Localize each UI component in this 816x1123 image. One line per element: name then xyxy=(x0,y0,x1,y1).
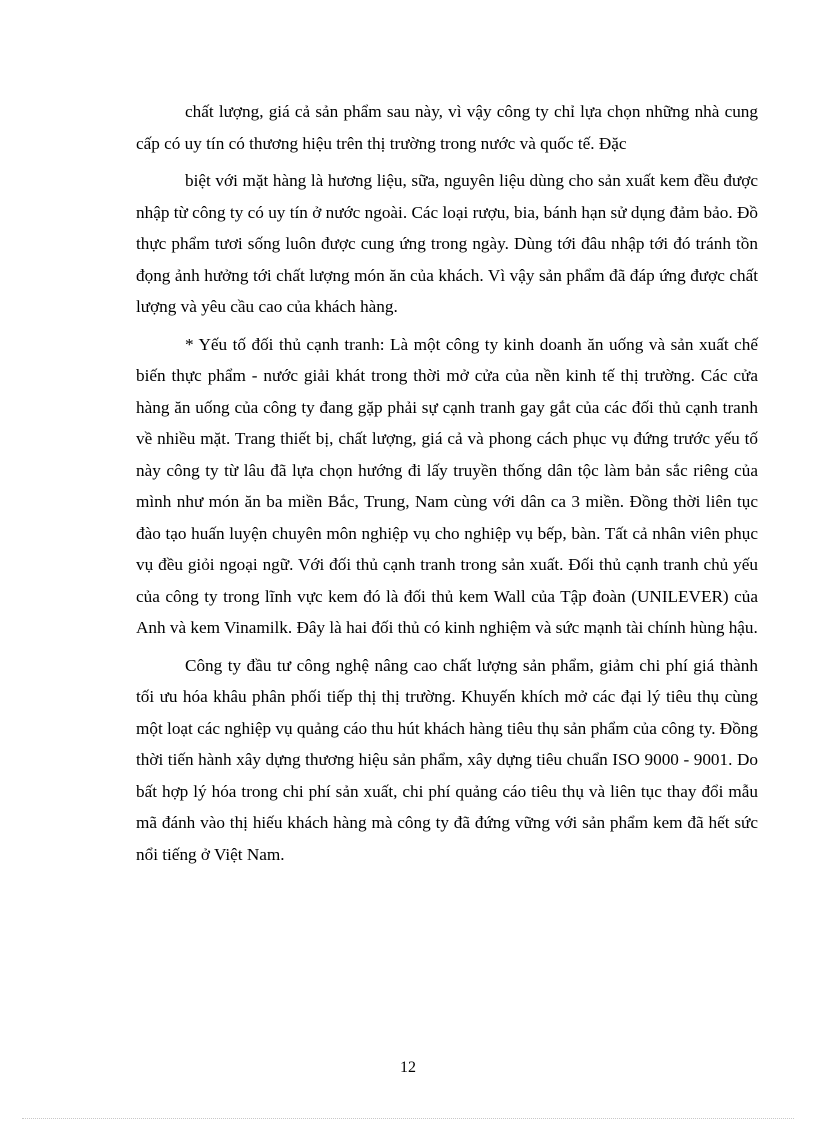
paragraph-investment: Công ty đầu tư công nghệ nâng cao chất lượng sản phẩm, giảm chi phí giá thành tối ưu hóa khâu phân phối tiếp thị thị trường. Khuyến khích mở các đại lý tiêu thụ cùng một loạt các nghiệp vụ quảng cáo thu hút khách hàng tiêu thụ sản phẩm của công ty. Đồng thời tiến hành xây dựng thương hiệu sản phẩm, xây dựng tiêu chuẩn ISO 9000 - 9001. Do bất hợp lý hóa trong chi phí sản xuất, chi phí quảng cáo tiêu thụ và liên tục thay đổi mẫu mã đánh vào thị hiếu khách hàng mà công ty đã đứng vững với sản phẩm kem đã hết sức nổi tiếng ở Việt Nam. xyxy=(136,655,758,864)
paragraph-competitors: * Yếu tố đối thủ cạnh tranh: Là một công ty kinh doanh ăn uống và sản xuất chế biến thực phẩm - nước giải khát trong thời mở cửa của nền kinh tế thị trường. Các cửa hàng ăn uống của công ty đang gặp phải sự cạnh tranh gay gắt của các đối thủ cạnh tranh về nhiều mặt. Trang thiết bị, chất lượng, giá cả và phong cách phục vụ đứng trước yếu tố này công ty từ lâu đã lựa chọn hướng đi lấy truyền thống dân tộc làm bản sắc riêng của mình như món ăn ba miền Bắc, Trung, Nam cùng với dân ca 3 miền. Đồng thời liên tục đào tạo huấn luyện chuyên môn nghiệp vụ cho nghiệp vụ bếp, bàn. Tất cả nhân viên phục vụ đều giỏi ngoại ngữ. Với đối thủ cạnh tranh trong sản xuất. Đối thủ cạnh tranh chủ yếu của công ty trong lĩnh vực kem đó là đối thủ kem Wall của Tập đoàn (UNILEVER) của Anh và kem Vinamilk. Đây là hai đối thủ có kinh nghiệm và sức mạnh tài chính hùng hậu. xyxy=(136,334,758,637)
paragraph-suppliers: chất lượng, giá cả sản phẩm sau này, vì vậy công ty chỉ lựa chọn những nhà cung cấp có uy tín có thương hiệu trên thị trường trong nước và quốc tế. Đặc xyxy=(136,102,758,153)
page-bottom-divider xyxy=(22,1118,794,1119)
document-body xyxy=(136,96,758,870)
paragraph-ingredients: biệt với mặt hàng là hương liệu, sữa, nguyên liệu dùng cho sản xuất kem đều được nhập từ công ty có uy tín ở nước ngoài. Các loại rượu, bia, bánh hạn sử dụng đảm bảo. Đồ thực phẩm tươi sống luôn được cung ứng trong ngày. Dùng tới đâu nhập tới đó tránh tồn đọng ảnh hưởng tới chất lượng món ăn của khách. Vì vậy sản phẩm đã đáp ứng được chất lượng và yêu cầu cao của khách hàng. xyxy=(136,171,758,316)
page-number: 12 xyxy=(400,1059,416,1076)
